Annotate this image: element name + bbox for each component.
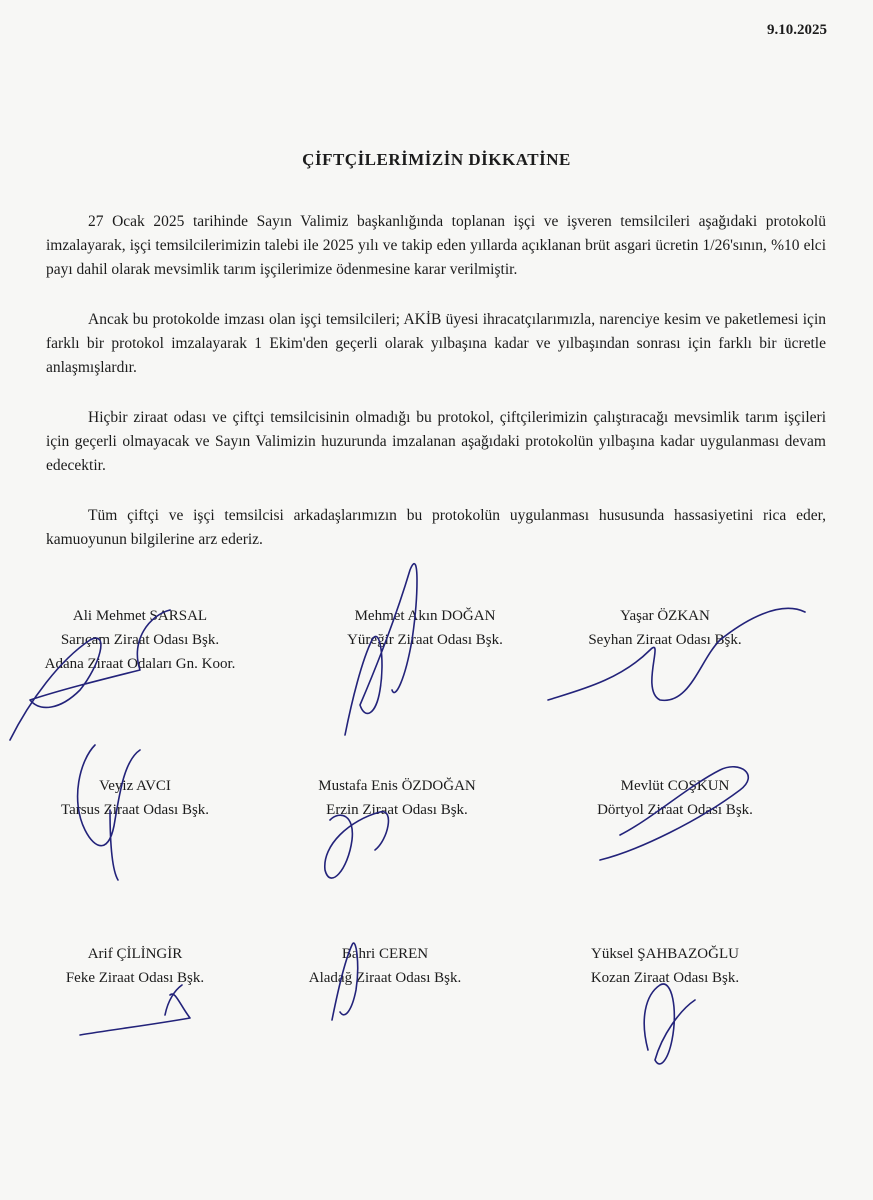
paragraph-2: Ancak bu protokolde imzası olan işçi temsilcileri; AKİB üyesi ihracatçılarımızla, narenciye kesim ve paketlemesi için farklı bir protokol imzalayarak 1 Ekim'den geçerli olarak yılbaşına kadar ve yılbaşından sonrası için farklı bir ücretle anlaşmışlardır. <box>46 311 826 376</box>
signatory-title: Erzin Ziraat Odası Bşk. <box>326 802 468 818</box>
signatory-title: Dörtyol Ziraat Odası Bşk. <box>597 802 753 818</box>
signature-cilingir <box>80 985 190 1035</box>
signatory-name: Mevlüt COŞKUN <box>620 778 730 794</box>
signature-ozdogan <box>325 812 389 878</box>
signatory-name: Yüksel ŞAHBAZOĞLU <box>591 946 739 962</box>
signatory-name: Bahri CEREN <box>341 946 429 962</box>
signature-sahbazoglu <box>644 984 695 1064</box>
signatory-title: Feke Ziraat Odası Bşk. <box>65 970 205 986</box>
signature-ceren <box>332 943 358 1020</box>
signatory-name: Arif ÇİLİNGİR <box>87 946 183 962</box>
signatory-title: Adana Ziraat Odaları Gn. Koor. <box>44 656 236 672</box>
document-date: 9.10.2025 <box>767 22 827 38</box>
signatory-title: Aladağ Ziraat Odası Bşk. <box>308 970 462 986</box>
signatory-name: Mustafa Enis ÖZDOĞAN <box>318 778 476 794</box>
signature-avci <box>78 745 140 880</box>
signature-ozkan <box>548 608 805 700</box>
signatory-title: Kozan Ziraat Odası Bşk. <box>590 970 740 986</box>
signatory-name: Veyiz AVCI <box>99 778 171 794</box>
signatory-title: Seyhan Ziraat Odası Bşk. <box>588 632 742 648</box>
signature-sarsal <box>10 610 170 740</box>
signature-dogan <box>345 564 417 735</box>
signatory-name: Ali Mehmet SARSAL <box>72 608 208 624</box>
paragraph-4: Tüm çiftçi ve işçi temsilcisi arkadaşlarımızın bu protokolün uygulanması hususunda hassasiyetini rica eder, kamuoyunun bilgilerine arz ederiz. <box>46 507 826 548</box>
paragraph-3: Hiçbir ziraat odası ve çiftçi temsilcisinin olmadığı bu protokol, çiftçilerimizin çalıştıracağı mevsimlik tarım işçileri için geçerli olmayacak ve Sayın Valimizin huzurunda imzalanan aşağıdaki protokolün yılbaşına kadar uygulanması devam edecektir. <box>46 409 826 474</box>
signature-coskun <box>600 767 748 860</box>
signatory-title: Tarsus Ziraat Odası Bşk. <box>60 802 210 818</box>
signatory-name: Mehmet Akın DOĞAN <box>354 608 496 624</box>
document-title: ÇİFTÇİLERİMİZİN DİKKATİNE <box>302 150 571 169</box>
signatory-name: Yaşar ÖZKAN <box>620 608 710 624</box>
signatory-title: Yüreğir Ziraat Odası Bşk. <box>347 632 503 648</box>
signatory-title: Sarıçam Ziraat Odası Bşk. <box>60 632 220 648</box>
paragraph-1: 27 Ocak 2025 tarihinde Sayın Valimiz başkanlığında toplanan işçi ve işveren temsilcileri aşağıdaki protokolü imzalayarak, işçi temsilcilerimizin talebi ile 2025 yılı ve takip eden yıllarda açıklanan brüt asgari ücretin 1/26'sının, %10 elci payı dahil olarak mevsimlik tarım işçilerimize ödenmesine karar verilmiştir. <box>46 213 826 278</box>
